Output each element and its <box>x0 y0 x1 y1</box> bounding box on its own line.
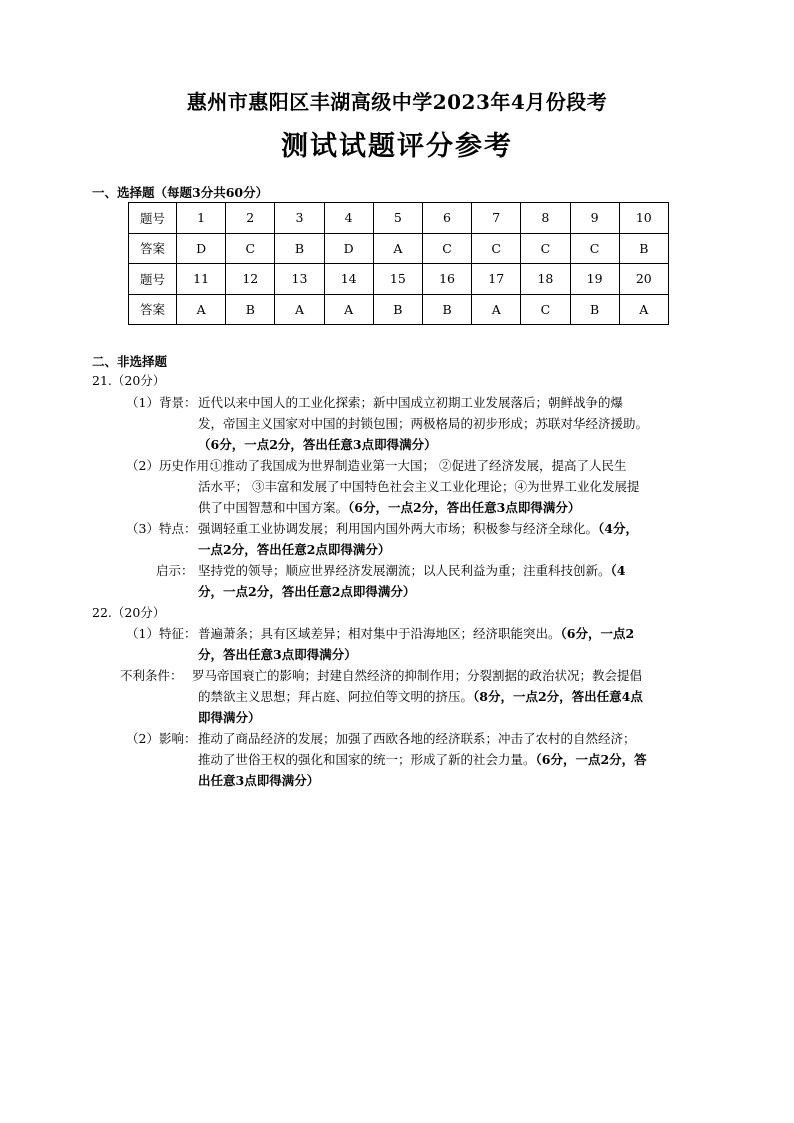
q22-p1b-label: 不利条件： <box>120 668 183 683</box>
answer-table-cell: B <box>373 294 422 325</box>
answer-table-cell: B <box>226 294 275 325</box>
q22-p2-label: （2）影响： <box>126 731 197 746</box>
document-subtitle: 测试试题评分参考 <box>281 131 513 162</box>
answer-table-cell: C <box>226 233 275 264</box>
answer-table-cell: B <box>570 294 619 325</box>
q22-p1-line1 <box>198 624 634 644</box>
answer-table-cell: A <box>275 294 324 325</box>
answer-table-cell: B <box>275 233 324 264</box>
answer-table-row-header: 答案 <box>129 294 177 325</box>
q22-header: 22.（20分） <box>92 605 166 620</box>
answer-table-cell: A <box>472 294 521 325</box>
answer-table-cell: 12 <box>226 264 275 295</box>
q22-p2-line1: 推动了商品经济的发展；加强了西欧各地的经济联系；冲击了农村的自然经济； <box>198 731 636 746</box>
q22-p1-label: （1）特征： <box>126 626 197 641</box>
answer-table-cell: 19 <box>570 264 619 295</box>
q21-p3b-label: 启示： <box>156 563 194 578</box>
answer-table-cell: 14 <box>324 264 373 295</box>
q21-p3b-line1 <box>198 561 625 581</box>
answer-table-cell: D <box>324 233 373 264</box>
answer-table-cell: C <box>472 233 521 264</box>
q21-p3b-score-start: （4 <box>610 563 626 578</box>
q21-p2-line3-text: 供了中国智慧和中国方案。 <box>198 500 349 515</box>
answer-table-cell: 7 <box>472 203 521 234</box>
q21-p2-line2: 活水平； ③丰富和发展了中国特色社会主义工业化理论；④为世界工业化发展提 <box>198 479 640 494</box>
answer-table-cell: 6 <box>422 203 471 234</box>
answer-table-cell: C <box>521 233 570 264</box>
section1-heading: 一、选择题（每题3分共60分） <box>92 185 269 200</box>
q22-p2-line2-text: 推动了世俗王权的强化和国家的统一；形成了新的社会力量。 <box>198 752 536 767</box>
q22-p1b-line1: 罗马帝国衰亡的影响；封建自然经济的抑制作用；分裂割据的政治状况；教会提倡 <box>192 668 643 683</box>
answer-table-cell: 2 <box>226 203 275 234</box>
answer-table-row <box>129 203 669 234</box>
answer-table-cell: 18 <box>521 264 570 295</box>
answer-table-cell: A <box>324 294 373 325</box>
answer-table-cell: C <box>521 294 570 325</box>
answer-table-cell: 16 <box>422 264 471 295</box>
document-title: 惠州市惠阳区丰湖高级中学2023年4月份段考 <box>186 90 608 114</box>
q21-p2-label: （2）历史作用： <box>126 458 222 473</box>
answer-table-cell: 9 <box>570 203 619 234</box>
answer-table-cell: 11 <box>177 264 226 295</box>
q22-p1b-score-end: 即得满分） <box>198 710 261 725</box>
q22-p1b-line2-text: 的禁欲主义思想；拜占庭、阿拉伯等文明的挤压。 <box>198 689 474 704</box>
answer-table-cell: 5 <box>373 203 422 234</box>
q22-p1b-score-start: （8分，一点2分，答出任意4点 <box>473 689 643 704</box>
answer-table-cell: 17 <box>472 264 521 295</box>
answer-table-cell: 3 <box>275 203 324 234</box>
q21-p2-score: （6分，一点2分，答出任意3点即得满分） <box>348 500 581 515</box>
answer-table-cell: 15 <box>373 264 422 295</box>
q21-p3-label: （3）特点： <box>126 521 197 536</box>
answer-table-cell: 4 <box>324 203 373 234</box>
answer-table-cell: B <box>619 233 668 264</box>
answer-table-row <box>129 233 669 264</box>
q22-p1b-line2 <box>198 687 643 707</box>
q21-p3-score-start: （4分， <box>598 521 638 536</box>
answer-table-row <box>129 264 669 295</box>
answer-table-cell: C <box>570 233 619 264</box>
answer-table-cell: 8 <box>521 203 570 234</box>
answer-table-cell: 1 <box>177 203 226 234</box>
q21-p2-line3 <box>198 498 580 518</box>
answer-table-cell: D <box>177 233 226 264</box>
answer-table-cell: A <box>177 294 226 325</box>
q22-p2-line2 <box>198 750 647 770</box>
answer-table-row-header: 题号 <box>129 203 177 234</box>
answer-table-cell: B <box>422 294 471 325</box>
section2-heading: 二、非选择题 <box>92 354 168 369</box>
answer-table-cell: A <box>619 294 668 325</box>
q21-p3-score-end: 一点2分，答出任意2点即得满分） <box>198 542 391 557</box>
q21-p3b-score-end: 分，一点2分，答出任意2点即得满分） <box>198 584 416 599</box>
q21-p2-line1: ①推动了我国成为世界制造业第一大国； ②促进了经济发展，提高了人民生 <box>210 458 627 473</box>
q22-p1-score-start: （6分，一点2 <box>560 626 635 641</box>
q22-p1-score-end: 分，答出任意3点即得满分） <box>198 647 357 662</box>
answer-table-row-header: 答案 <box>129 233 177 264</box>
q21-p3b-line1-text: 坚持党的领导；顺应世界经济发展潮流；以人民利益为重；注重科技创新。 <box>198 563 611 578</box>
q21-p1-score: （6分，一点2分，答出任意3点即得满分） <box>198 437 437 452</box>
answer-table <box>128 202 669 325</box>
answer-table-cell: C <box>422 233 471 264</box>
answer-table-cell: A <box>373 233 422 264</box>
q22-p2-score-start: （6分，一点2分，答 <box>535 752 647 767</box>
answer-table-cell: 10 <box>619 203 668 234</box>
q21-p1-line2: 发，帝国主义国家对中国的封锁包围；两极格局的初步形成；苏联对华经济援助。 <box>198 416 649 431</box>
answer-table-cell: 20 <box>619 264 668 295</box>
q22-p1-line1-text: 普遍萧条；具有区域差异；相对集中于沿海地区；经济职能突出。 <box>198 626 561 641</box>
q21-p3-line1-text: 强调轻重工业协调发展；利用国内国外两大市场；积极参与经济全球化。 <box>198 521 599 536</box>
q21-p1-line1: 近代以来中国人的工业化探索；新中国成立初期工业发展落后；朝鲜战争的爆 <box>198 395 624 410</box>
answer-table-row <box>129 294 669 325</box>
answer-table-row-header: 题号 <box>129 264 177 295</box>
q21-p3-line1 <box>198 519 638 539</box>
q22-p2-score-end: 出任意3点即得满分） <box>198 773 320 788</box>
q21-p1-label: （1）背景： <box>126 395 197 410</box>
answer-table-cell: 13 <box>275 264 324 295</box>
q21-header: 21.（20分） <box>92 373 166 388</box>
